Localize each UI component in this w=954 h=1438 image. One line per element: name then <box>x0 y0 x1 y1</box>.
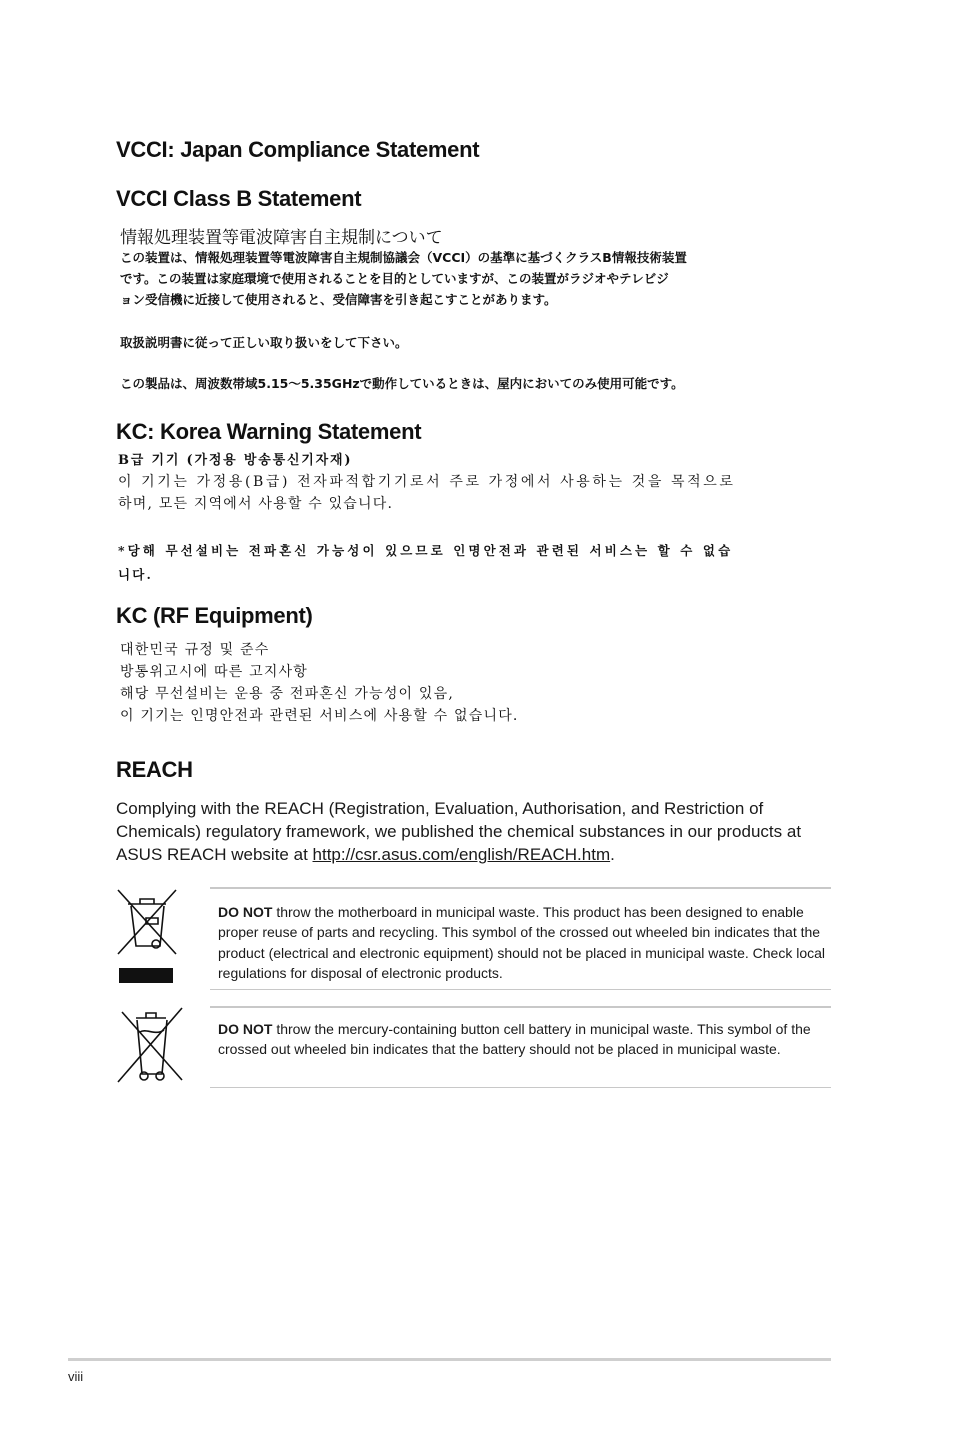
reach-heading: REACH <box>116 757 193 782</box>
vcci-jp-line-5: この製品は、周波数帯域5.15〜5.35GHzで動作しているときは、屋内においてのみ使用可能です。 <box>120 376 684 391</box>
reach-text-end: . <box>610 845 615 864</box>
vcci-jp-line-1: この装置は、情報処理装置等電波障害自主規制協議会（VCCI）の基準に基づくクラスB情報技術装置 <box>120 250 687 265</box>
reach-paragraph <box>116 797 836 866</box>
kc-rf-line-2: 방통위고시에 따른 고지사항 <box>120 664 308 680</box>
note-2-bold: DO NOT <box>218 1021 273 1037</box>
vcci-jp-line-2: です。この装置は家庭環境で使用されることを目的としていますが、この装置がラジオやテレビジ <box>120 271 669 286</box>
footer-rule <box>68 1358 831 1361</box>
vcci-class-b-heading: VCCI Class B Statement <box>116 186 362 211</box>
note-motherboard-text <box>210 902 831 983</box>
kc-rf-line-3: 해당 무선설비는 운용 중 전파혼신 가능성이 있음, <box>120 686 455 702</box>
wheeled-bin-svg <box>116 888 178 986</box>
vcci-jp-title: 情報処理装置等電波障害自主規制について <box>120 228 443 248</box>
note-battery-text <box>210 1019 831 1060</box>
reach-link[interactable]: http://csr.asus.com/english/REACH.htm <box>312 845 611 864</box>
kc-heading: KC: Korea Warning Statement <box>116 419 422 444</box>
note-1-body: throw the motherboard in municipal waste. This product has been designed to enable proper reuse of parts and recycling. This symbol of the crossed out wheeled bin indicates that the product (electrical and electronic equipment) should not be placed in municipal waste. Check local regulations for disposal of electronic products. <box>218 904 825 981</box>
kc-warning-line-1: *당해 무선설비는 전파혼신 가능성이 있으므로 인명안전과 관련된 서비스는 할 수 없습 <box>118 543 734 558</box>
page-number: viii <box>68 1369 84 1384</box>
vcci-jp-line-3: ョン受信機に近接して使用されると、受信障害を引き起こすことがあります。 <box>120 292 557 307</box>
note-2-body: throw the mercury-containing button cell battery in municipal waste. This symbol of the crossed out wheeled bin indicates that the battery should not be placed in municipal waste. <box>218 1021 811 1058</box>
battery-bin-svg <box>116 1006 186 1084</box>
kc-line-2: 이 기기는 가정용(B급) 전자파적합기기로서 주로 가정에서 사용하는 것을 목적으로 <box>118 474 736 490</box>
kc-rf-line-4: 이 기기는 인명안전과 관련된 서비스에 사용할 수 없습니다. <box>120 708 519 724</box>
vcci-heading: VCCI: Japan Compliance Statement <box>116 137 480 162</box>
note-1-bold: DO NOT <box>218 904 273 920</box>
kc-rf-line-1: 대한민국 규정 및 준수 <box>120 642 270 658</box>
kc-warning-line-2: 니다. <box>118 567 154 582</box>
note-battery <box>210 1006 831 1088</box>
note-motherboard <box>210 887 831 990</box>
kc-rf-heading: KC (RF Equipment) <box>116 603 313 628</box>
kc-line-3: 하며, 모든 지역에서 사용할 수 있습니다. <box>118 496 394 512</box>
crossed-wheeled-bin-icon <box>116 888 178 986</box>
reach-text: Complying with the REACH (Registration, Evaluation, Authorisation, and Restriction of Chemicals) regulatory framework, we published the chemical substances in our products at ASUS REACH website at <box>116 799 802 864</box>
vcci-jp-line-4: 取扱説明書に従って正しい取り扱いをして下さい。 <box>120 335 408 350</box>
crossed-battery-bin-icon <box>116 1006 186 1084</box>
kc-line-1: B급 기기 (가정용 방송통신기자재) <box>118 453 353 468</box>
